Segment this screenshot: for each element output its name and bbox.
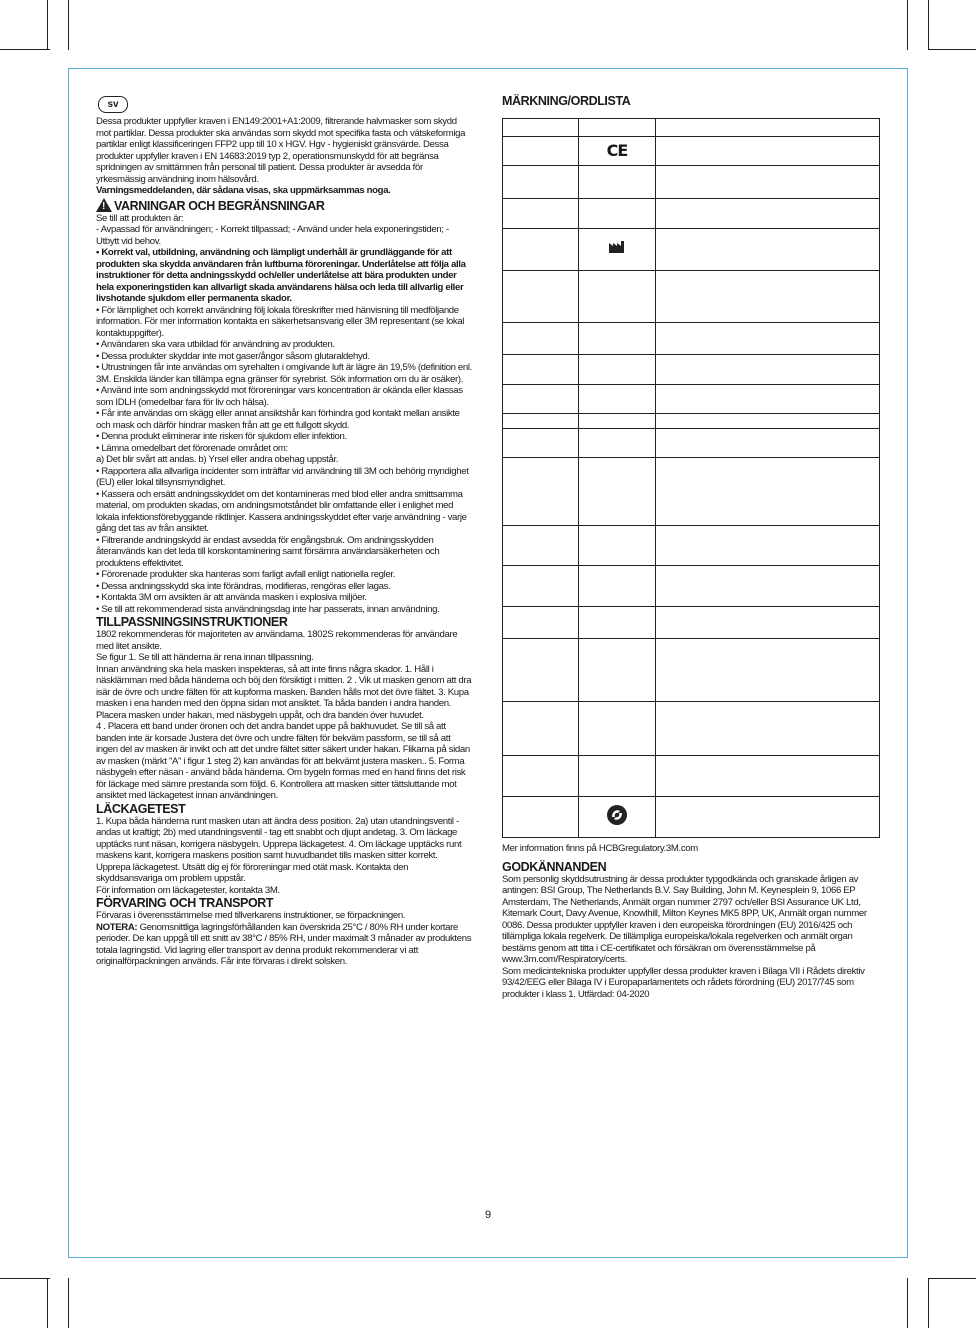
crop-mark bbox=[68, 0, 69, 50]
fitting-heading: TILLPASSNINGSINSTRUKTIONER bbox=[96, 615, 288, 629]
storage-paragraph: Förvaras i överensstämmelse med tillverkarens instruktioner, se förpackningen. bbox=[96, 910, 406, 921]
fitting-paragraph: 1802 rekommenderas för majoriteten av användarna. 1802S rekommenderas för användare med litet ansikte. bbox=[96, 629, 458, 652]
approvals-paragraph: Som personlig skyddsutrustning är dessa produkter typgodkända och granskade årligen av antingen: BSI Group, The Netherlands B.V. Say Building, John M. Keynesplein 9, 1066 EP Amsterdam, The Netherlands, Anmält organ nummer 2797 och/eller BSI Assurance UK Ltd, Kitemark Court, Davy Avenue, Knowlhill, Milton Keynes MK5 8PP, UK, Anmält organ nummer 0086. Dessa produkter uppfyller kraven i den europeiska förordningen (EU) 2016/425 och tillämpliga lokala regelverk. De tillämpliga europeiska/lokala regelverken och anmält organ bestäms genom att titta i CE-certifikatet och försäkran om överensstämmelse på www.3m.com/Respiratory/certs. bbox=[502, 873, 867, 965]
table-row bbox=[503, 229, 880, 271]
crop-mark bbox=[928, 49, 976, 50]
warning-item: • Användaren ska vara utbildad för användning av produkten. bbox=[96, 339, 335, 350]
fitting-paragraph: Innan användning ska hela masken inspekteras, så att inte finns några skador. 1. Håll i näsklämman med båda händerna och böj den försiktigt i mitten. 2 . Vik ut masken genom att dra isär de övre och undre fälten för att kupforma masken. Banden hålls mot det övre fältet. 3. Kupa masken i ena handen med den öppna sidan mot ansiktet. Ta båda banden i andra handen. Placera masken under hakan, med näsbygeln uppåt, och dra banden över huvudet. bbox=[96, 663, 472, 721]
language-badge: sv bbox=[98, 96, 128, 113]
warnings-heading-text: VARNINGAR OCH BEGRÄNSNINGAR bbox=[114, 198, 325, 213]
marking-heading: MÄRKNING/ORDLISTA bbox=[502, 94, 631, 108]
leak-heading: LÄCKAGETEST bbox=[96, 801, 186, 816]
storage-note bbox=[96, 922, 473, 968]
approvals-heading: GODKÄNNANDEN bbox=[502, 859, 607, 874]
table-row bbox=[503, 797, 880, 838]
fitting-paragraph: Se figur 1. Se till att händerna är rena innan tillpassning. bbox=[96, 652, 314, 663]
table-row bbox=[503, 702, 880, 756]
warnings-ensure-list: - Avpassad för användningen; - Korrekt tillpassad; - Använd under hela exponeringstiden; - Utbytt vid behov. bbox=[96, 224, 449, 247]
table-row bbox=[503, 166, 880, 199]
warning-item: • Dessa produkter skyddar inte mot gaser/ångor såsom glutaraldehyd. bbox=[96, 350, 370, 362]
table-row bbox=[503, 429, 880, 458]
crop-mark bbox=[0, 49, 50, 50]
warning-item: • För lämplighet och korrekt användning följ lokala föreskrifter med hänvisning till medföljande information. För mer information kontakta en säkerhetsansvarig eller 3M representant (se lokal kontaktuppgifter). bbox=[96, 304, 465, 339]
storage-heading: FÖRVARING OCH TRANSPORT bbox=[96, 896, 274, 910]
crop-mark bbox=[68, 1278, 69, 1328]
table-row bbox=[503, 137, 880, 166]
table-row bbox=[503, 607, 880, 639]
warnings-ensure: Se till att produkten är: bbox=[96, 212, 184, 224]
table-row bbox=[503, 355, 880, 385]
crop-mark bbox=[928, 1278, 976, 1279]
right-column bbox=[502, 94, 880, 1000]
crop-mark bbox=[928, 0, 929, 50]
table-row bbox=[503, 458, 880, 526]
table-row bbox=[503, 639, 880, 702]
green-dot-icon bbox=[606, 804, 628, 826]
warning-triangle-icon bbox=[96, 198, 112, 212]
ce-mark-icon: CE bbox=[606, 141, 628, 160]
warning-item: • Kontakta 3M om avsikten är att använda masken i explosiva miljöer. bbox=[96, 592, 367, 603]
approvals-paragraph: Som medicintekniska produkter uppfyller dessa produkter kraven i Bilaga VII i Rådets direktiv 93/42/EEG eller Bilaga IV i Europaparlamentets och rådets förordning (EU) 2017/745 som produkter i klass 1. Utfärdad: 04-2020 bbox=[502, 965, 865, 1000]
intro-paragraph: Dessa produkter uppfyller kraven i EN149:2001+A1:2009, filtrerande halvmasker som skydd mot partiklar. Dessa produkter ska användas som skydd mot specifika fasta och vätskeformiga partiklar enligt klassificeringen FFP2 upp till 10 x HGV. Hgv - hygieniskt gränsvärde. Dessa produkter uppfyller kraven i EN 14683:2019 typ 2, operationsmunskydd för att begränsa spridningen av smittämnen från personal till patient. Dessa produkter är avsedda för yrkesmässig användning inom hälsovård. bbox=[96, 116, 466, 185]
warning-item: • Dessa andningsskydd ska inte förändras, modifieras, rengöras eller lagas. bbox=[96, 580, 391, 592]
warning-item: • Filtrerande andningskydd är endast avsedda för engångsbruk. Om andningsskydden återanvänds kan det leda till korskontaminering samt försämra användarsäkerheten och produktens effektivitet. bbox=[96, 534, 440, 569]
warnings-heading bbox=[96, 198, 473, 213]
warning-item: • Rapportera alla allvarliga incidenter som inträffar vid användning till 3M och behörig myndighet (EU) eller lokal tillsynsmyndighet. bbox=[96, 465, 469, 488]
manufacturer-icon bbox=[608, 240, 626, 254]
table-row bbox=[503, 323, 880, 355]
table-row bbox=[503, 271, 880, 323]
leak-paragraph: För information om läckagetester, kontakta 3M. bbox=[96, 884, 280, 896]
table-row bbox=[503, 756, 880, 797]
warning-item: • Utrustningen får inte användas om syrehalten i omgivande luft är lägre än 19,5% (definition enl. 3M. Enskilda länder kan tillämpa egna gränser för syrebrist. Sök information om du är osäker). bbox=[96, 362, 472, 385]
more-info: Mer information finns på HCBGregulatory.3M.com bbox=[502, 843, 698, 854]
table-row bbox=[503, 414, 880, 429]
table-row bbox=[503, 199, 880, 229]
warning-item: • Se till att rekommenderad sista användningsdag inte har passerats, innan användning. bbox=[96, 603, 440, 615]
crop-mark bbox=[907, 0, 908, 50]
warning-item: • Använd inte som andningsskydd mot föroreningar vars koncentration är okända eller klassas som IDLH (omedelbar fara för liv och hälsa). bbox=[96, 385, 463, 408]
crop-mark bbox=[907, 1278, 908, 1328]
storage-note-label: NOTERA: bbox=[96, 921, 138, 933]
table-row bbox=[503, 526, 880, 566]
warning-item: • Förorenade produkter ska hanteras som farligt avfall enligt nationella regler. bbox=[96, 569, 396, 580]
crop-mark bbox=[928, 1278, 929, 1328]
warning-item: a) Det blir svårt att andas. b) Yrsel eller andra obehag uppstår. bbox=[96, 454, 339, 465]
symbol-table bbox=[502, 118, 880, 838]
warning-item: • Får inte användas om skägg eller annat ansiktshår kan förhindra god kontakt mellan ansikte och mask och därför hindrar masken från att ge ett fullgott skydd. bbox=[96, 408, 460, 431]
table-row bbox=[503, 566, 880, 607]
fitting-paragraph: 4 . Placera ett band under öronen och det andra bandet uppe på bakhuvudet. Se till så att banden inte är korsade Justera det övre och undre fälten för bekväm passform, se till så att ingen del av masken är invikt och att det undre fältet sitter säkert under hakan. Flikarna på sidan av masken (märkt "A" i figur 1 steg 2) kan användas för att bekvämt justera masken.. 5. Forma näsbygeln efter näsan - använd båda händerna. Om bygeln formas med en hand finns det risk för läckage med sämre prestanda som följd. 6. Kontrollera att masken sitter tättsluttande mot ansiktet med läckagetest innan användningen. bbox=[96, 721, 470, 801]
warning-note: Varningsmeddelanden, där sådana visas, ska uppmärksammas noga. bbox=[96, 185, 391, 196]
page-number: 9 bbox=[484, 1209, 492, 1221]
crop-mark bbox=[0, 1278, 50, 1279]
table-row bbox=[503, 119, 880, 137]
left-column bbox=[96, 94, 473, 968]
table-row bbox=[503, 385, 880, 414]
crop-mark bbox=[47, 0, 48, 50]
warnings-bold-paragraph: • Korrekt val, utbildning, användning och lämpligt underhåll är grundläggande för att produkten ska skydda användaren från luftburna föroreningar. Underlåtelse att följa alla instruktioner för detta andningsskydd och/eller underlåtelse att bära produkten under hela exponeringstiden kan allvarligt skada användarens hälsa och leda till allvarlig eller livshotande sjukdom eller permanenta skador. bbox=[96, 247, 466, 304]
leak-paragraph: 1. Kupa båda händerna runt masken utan att ändra dess position. 2a) utan utandningsventil - andas ut kraftigt; 2b) med utandningsventil - tag ett snabbt och djupt andetag. 3. Om läckage upptäcks runt näsan, korrigera näsbygeln. Upprepa läckagetest. 4. Om läckage upptäcks runt maskens kant, korrigera maskens position samt huvudbandet tills masken sitter korrekt. Upprepa läckagetest. Utsätt dig ej för föroreningar med otät mask. Kontakta den skyddsansvariga om problem uppstår. bbox=[96, 815, 462, 884]
warning-item: • Lämna omedelbart det förorenade området om: bbox=[96, 442, 288, 454]
warning-item: • Denna produkt eliminerar inte risken för sjukdom eller infektion. bbox=[96, 431, 347, 442]
warning-item: • Kassera och ersätt andningsskyddet om det kontamineras med blod eller andra smittsamma material, om produkten skadas, om andningsmotståndet blir omfattande eller i enlighet med lokala infektionsförebyggande riktlinjer. Kassera andningsskyddet efter varje användning - varje gång det tas av från ansiktet. bbox=[96, 488, 467, 534]
storage-note-text: Genomsnittliga lagringsförhållanden kan överskrida 25°C / 80% RH under kortare perioder. De kan uppgå till ett snitt av 38°C / 85% RH, under maximalt 3 månader av produktens totala lagringstid. Vid lagring eller transport av denna produkt rekommenderar vi att originalförpackningen används. Får inte förvaras i direkt solsken. bbox=[96, 921, 472, 967]
crop-mark bbox=[47, 1278, 48, 1328]
